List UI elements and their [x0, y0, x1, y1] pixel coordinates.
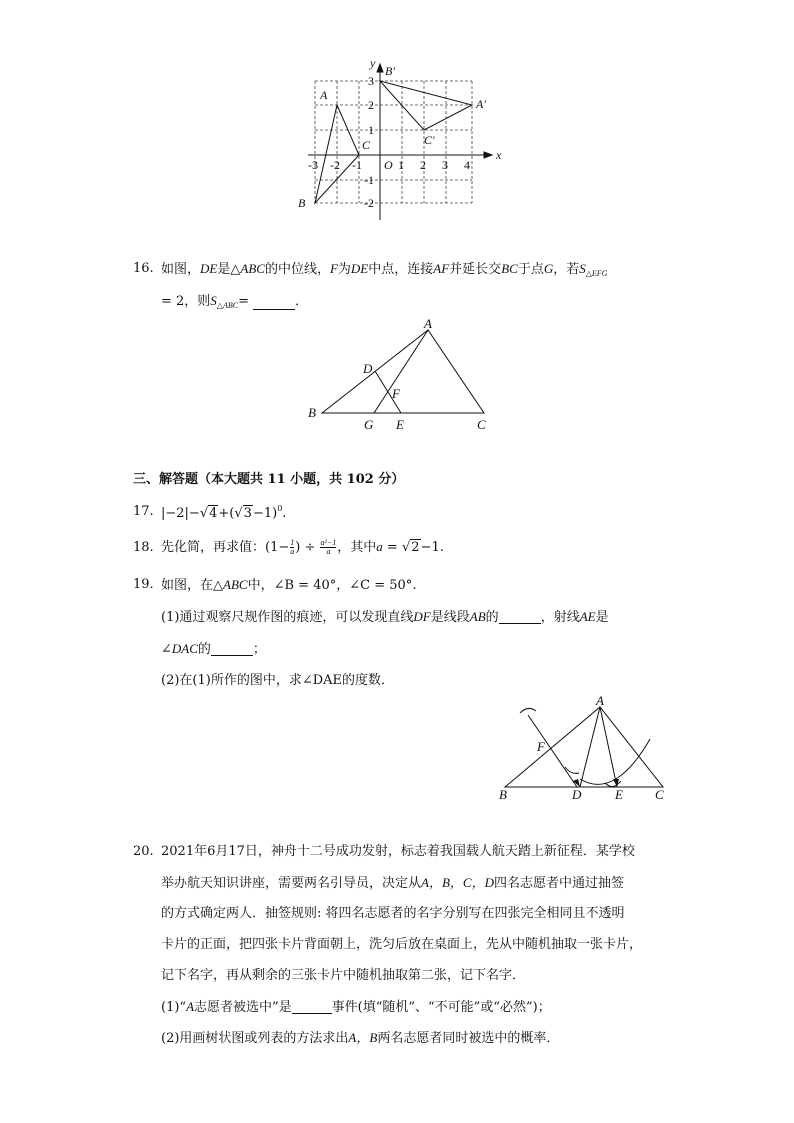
text-span: 的中位线， — [264, 262, 330, 277]
point-label: A — [320, 88, 328, 102]
subscript — [586, 269, 608, 278]
question-20-line-5: 记下名字，再从剩余的三张卡片中随机抽取第二张，记下名字． — [161, 968, 526, 983]
math-var: ABC — [223, 577, 248, 592]
text-span: 如图，在 — [161, 578, 214, 593]
exponent: 0 — [277, 504, 283, 513]
text-span: = — [238, 294, 254, 309]
math-var: ABC — [222, 301, 239, 310]
point-label: B′ — [385, 64, 395, 78]
y-tick-label: 3 — [368, 74, 374, 88]
radicand: 3 — [243, 506, 252, 521]
math-var: AB — [469, 609, 486, 624]
math-var: AF — [433, 261, 450, 276]
answer-blank[interactable] — [499, 611, 541, 624]
y-tick-label: 2 — [368, 98, 374, 112]
question-number: 17. — [133, 504, 154, 519]
text-span: ，射线 — [540, 610, 580, 625]
text-span: ， — [336, 578, 350, 593]
math-var: ∠DAC — [161, 641, 198, 656]
construction-arc — [605, 781, 621, 787]
math-var: S — [210, 293, 217, 308]
question-20-line-4: 卡片的正面，把四张卡片背面朝上，洗匀后放在桌面上，先从中随机抽取一张卡片， — [161, 937, 643, 952]
math-var: DE — [200, 261, 218, 276]
point-label: C — [477, 417, 486, 432]
point-label: A — [596, 695, 604, 708]
question-19-part-2: (2)在(1)所作的图中，求∠DAE的度数． — [161, 673, 395, 688]
answer-blank[interactable] — [253, 297, 295, 310]
text-span: 并延长交 — [449, 262, 502, 277]
answer-blank[interactable] — [211, 643, 253, 656]
text-span: |−2|− — [161, 506, 200, 521]
point-label: B — [499, 787, 507, 802]
denominator: a — [290, 547, 295, 556]
x-axis-label: x — [496, 148, 502, 162]
perpendicular-bisector-df — [528, 715, 577, 787]
question-20-line-2 — [161, 876, 624, 890]
text-span: 于点 — [517, 262, 544, 277]
text-span: 为 — [337, 262, 351, 277]
triangle-symbol: △ — [213, 578, 224, 593]
question-number: 19. — [133, 577, 154, 592]
text-span: 四名志愿者中通过抽签 — [493, 876, 624, 891]
text-span: = — [382, 540, 402, 555]
point-label: A — [424, 316, 432, 331]
triangle-symbol: △ — [585, 269, 592, 278]
y-tick-label: 1 — [368, 123, 374, 137]
text-span: 是 — [217, 262, 231, 277]
question-16-line-2 — [161, 294, 308, 310]
triangle-symbol: △ — [216, 301, 223, 310]
radicand: 2 — [411, 540, 420, 555]
x-tick-label: -2 — [330, 158, 340, 172]
text-span: 举办航天知识讲座，需要两名引导员，决定从 — [161, 876, 422, 891]
question-number: 16. — [133, 261, 154, 276]
triangle-abc-prime — [380, 81, 472, 130]
text-span: 中， — [247, 578, 274, 593]
text-span: ，若 — [553, 262, 580, 277]
text-span: = 2，则 — [161, 294, 211, 309]
text-span: (2)用画树状图或列表的方法求出 — [161, 1031, 349, 1046]
text-span: 事件(填“随机”、“不可能”或“必然”)； — [331, 1000, 551, 1015]
text-span: −1. — [420, 540, 444, 555]
math-var: EFG — [591, 269, 608, 278]
triangle-abc — [322, 330, 484, 413]
question-20-line-1: 2021年6月17日，神舟十二号成功发射，标志着我国载人航天踏上新征程．某学校 — [161, 844, 635, 859]
point-label: A′ — [476, 97, 486, 111]
section-heading: 三、解答题（本大题共 11 小题，共 102 分） — [133, 472, 405, 487]
question-20-line-3: 的方式确定两人．抽签规则: 将四名志愿者的名字分别写在四张完全相同且不透明 — [161, 906, 625, 921]
text-span: (1)通过观察尺规作图的痕迹，可以发现直线 — [161, 610, 414, 625]
x-axis-arrow-icon — [484, 152, 492, 158]
question-20-part-2 — [161, 1031, 559, 1045]
text-span: ． — [295, 294, 309, 309]
text-span: ，其中 — [337, 540, 377, 555]
math-var: S — [579, 261, 586, 276]
x-tick-label: -3 — [308, 158, 318, 172]
text-span: . — [282, 506, 287, 521]
segment-ad — [580, 707, 600, 787]
question-19-part-1 — [161, 610, 609, 624]
coordinate-figure — [290, 55, 505, 230]
text-span: ； — [252, 642, 266, 657]
text-span: 的 — [485, 610, 499, 625]
x-tick-label: 1 — [398, 158, 404, 172]
math-var: a — [376, 539, 383, 554]
question-number: 18. — [133, 540, 154, 555]
fraction — [320, 539, 336, 556]
radicand: 4 — [209, 506, 218, 521]
question-17-expression: $|-2|-√4+(√3-1)^0$. — [161, 504, 287, 521]
triangle-figure-16 — [300, 315, 500, 435]
x-tick-label: 3 — [442, 158, 448, 172]
question-number: 20. — [133, 844, 154, 859]
point-label: C — [655, 787, 664, 802]
math-var: A，B — [348, 1030, 378, 1045]
text-span: 的 — [197, 642, 211, 657]
text-span: 先化简，再求值：(1− — [161, 540, 290, 555]
fraction — [290, 539, 294, 556]
text-span: 中点，连接 — [368, 262, 434, 277]
point-label: C′ — [424, 133, 435, 147]
segment-ag — [374, 330, 428, 413]
text-span: 是线段 — [430, 610, 470, 625]
point-label: C — [362, 138, 371, 152]
math-var: BC — [501, 261, 518, 276]
y-axis-arrow-icon — [377, 64, 383, 72]
text-span: ) ÷ — [295, 540, 320, 555]
x-tick-label: 4 — [464, 158, 470, 172]
ray-ae — [600, 707, 617, 787]
math-var: G — [543, 261, 554, 276]
point-label: F — [537, 739, 545, 754]
math-var: A — [186, 999, 195, 1014]
math-var: DF — [413, 609, 431, 624]
answer-blank[interactable] — [292, 1001, 332, 1014]
text-span: +( — [218, 506, 235, 521]
x-tick-label: 2 — [420, 158, 426, 172]
numerator: 1 — [290, 538, 295, 547]
question-18-expression: 先化简，再求值：(1− $\frac{1}{a}$ ) ÷ $\frac{\text{a²−1}}{a}$ ，其中a = √2−1. — [161, 538, 444, 556]
y-axis-label: y — [370, 56, 376, 70]
point-label: D — [572, 787, 582, 802]
text-span: 如图， — [161, 262, 201, 277]
text-span: (1)“ — [161, 1000, 187, 1015]
question-16-line-1 — [161, 262, 607, 278]
triangle-abc — [505, 707, 663, 787]
y-tick-label: -2 — [364, 196, 374, 210]
text-span: 是 — [595, 610, 609, 625]
math-var: A，B，C，D — [421, 875, 494, 890]
question-19-part-1-cont — [161, 642, 266, 656]
point-label: E — [396, 417, 404, 432]
construction-arc — [520, 708, 536, 713]
denominator: a — [320, 547, 336, 556]
x-tick-label: -1 — [352, 158, 362, 172]
subscript — [217, 301, 238, 310]
text-span: 志愿者被选中”是 — [194, 1000, 292, 1015]
construction-figure-19 — [495, 695, 675, 807]
math-var: ABC — [240, 261, 265, 276]
point-label: D — [363, 361, 373, 376]
point-label: B — [308, 405, 316, 420]
text-span: . — [412, 578, 417, 593]
math-var: DE — [350, 261, 369, 276]
point-label: B — [298, 196, 306, 210]
angle-b: ∠B = 40° — [273, 578, 337, 593]
math-var: F — [329, 261, 338, 276]
point-label: E — [615, 787, 623, 802]
math-var: AE — [579, 609, 596, 624]
y-tick-label: -1 — [364, 173, 374, 187]
text-span: 两名志愿者同时被选中的概率． — [377, 1031, 560, 1046]
question-20-part-1 — [161, 1000, 551, 1014]
point-label: G — [364, 417, 374, 432]
text-span: −1) — [252, 506, 278, 521]
origin-label: O — [384, 158, 393, 172]
point-label: F — [392, 386, 400, 401]
angle-c: ∠C = 50° — [349, 578, 413, 593]
question-19-stem — [161, 578, 416, 592]
numerator: a²−1 — [320, 538, 337, 547]
triangle-symbol: △ — [230, 262, 241, 277]
